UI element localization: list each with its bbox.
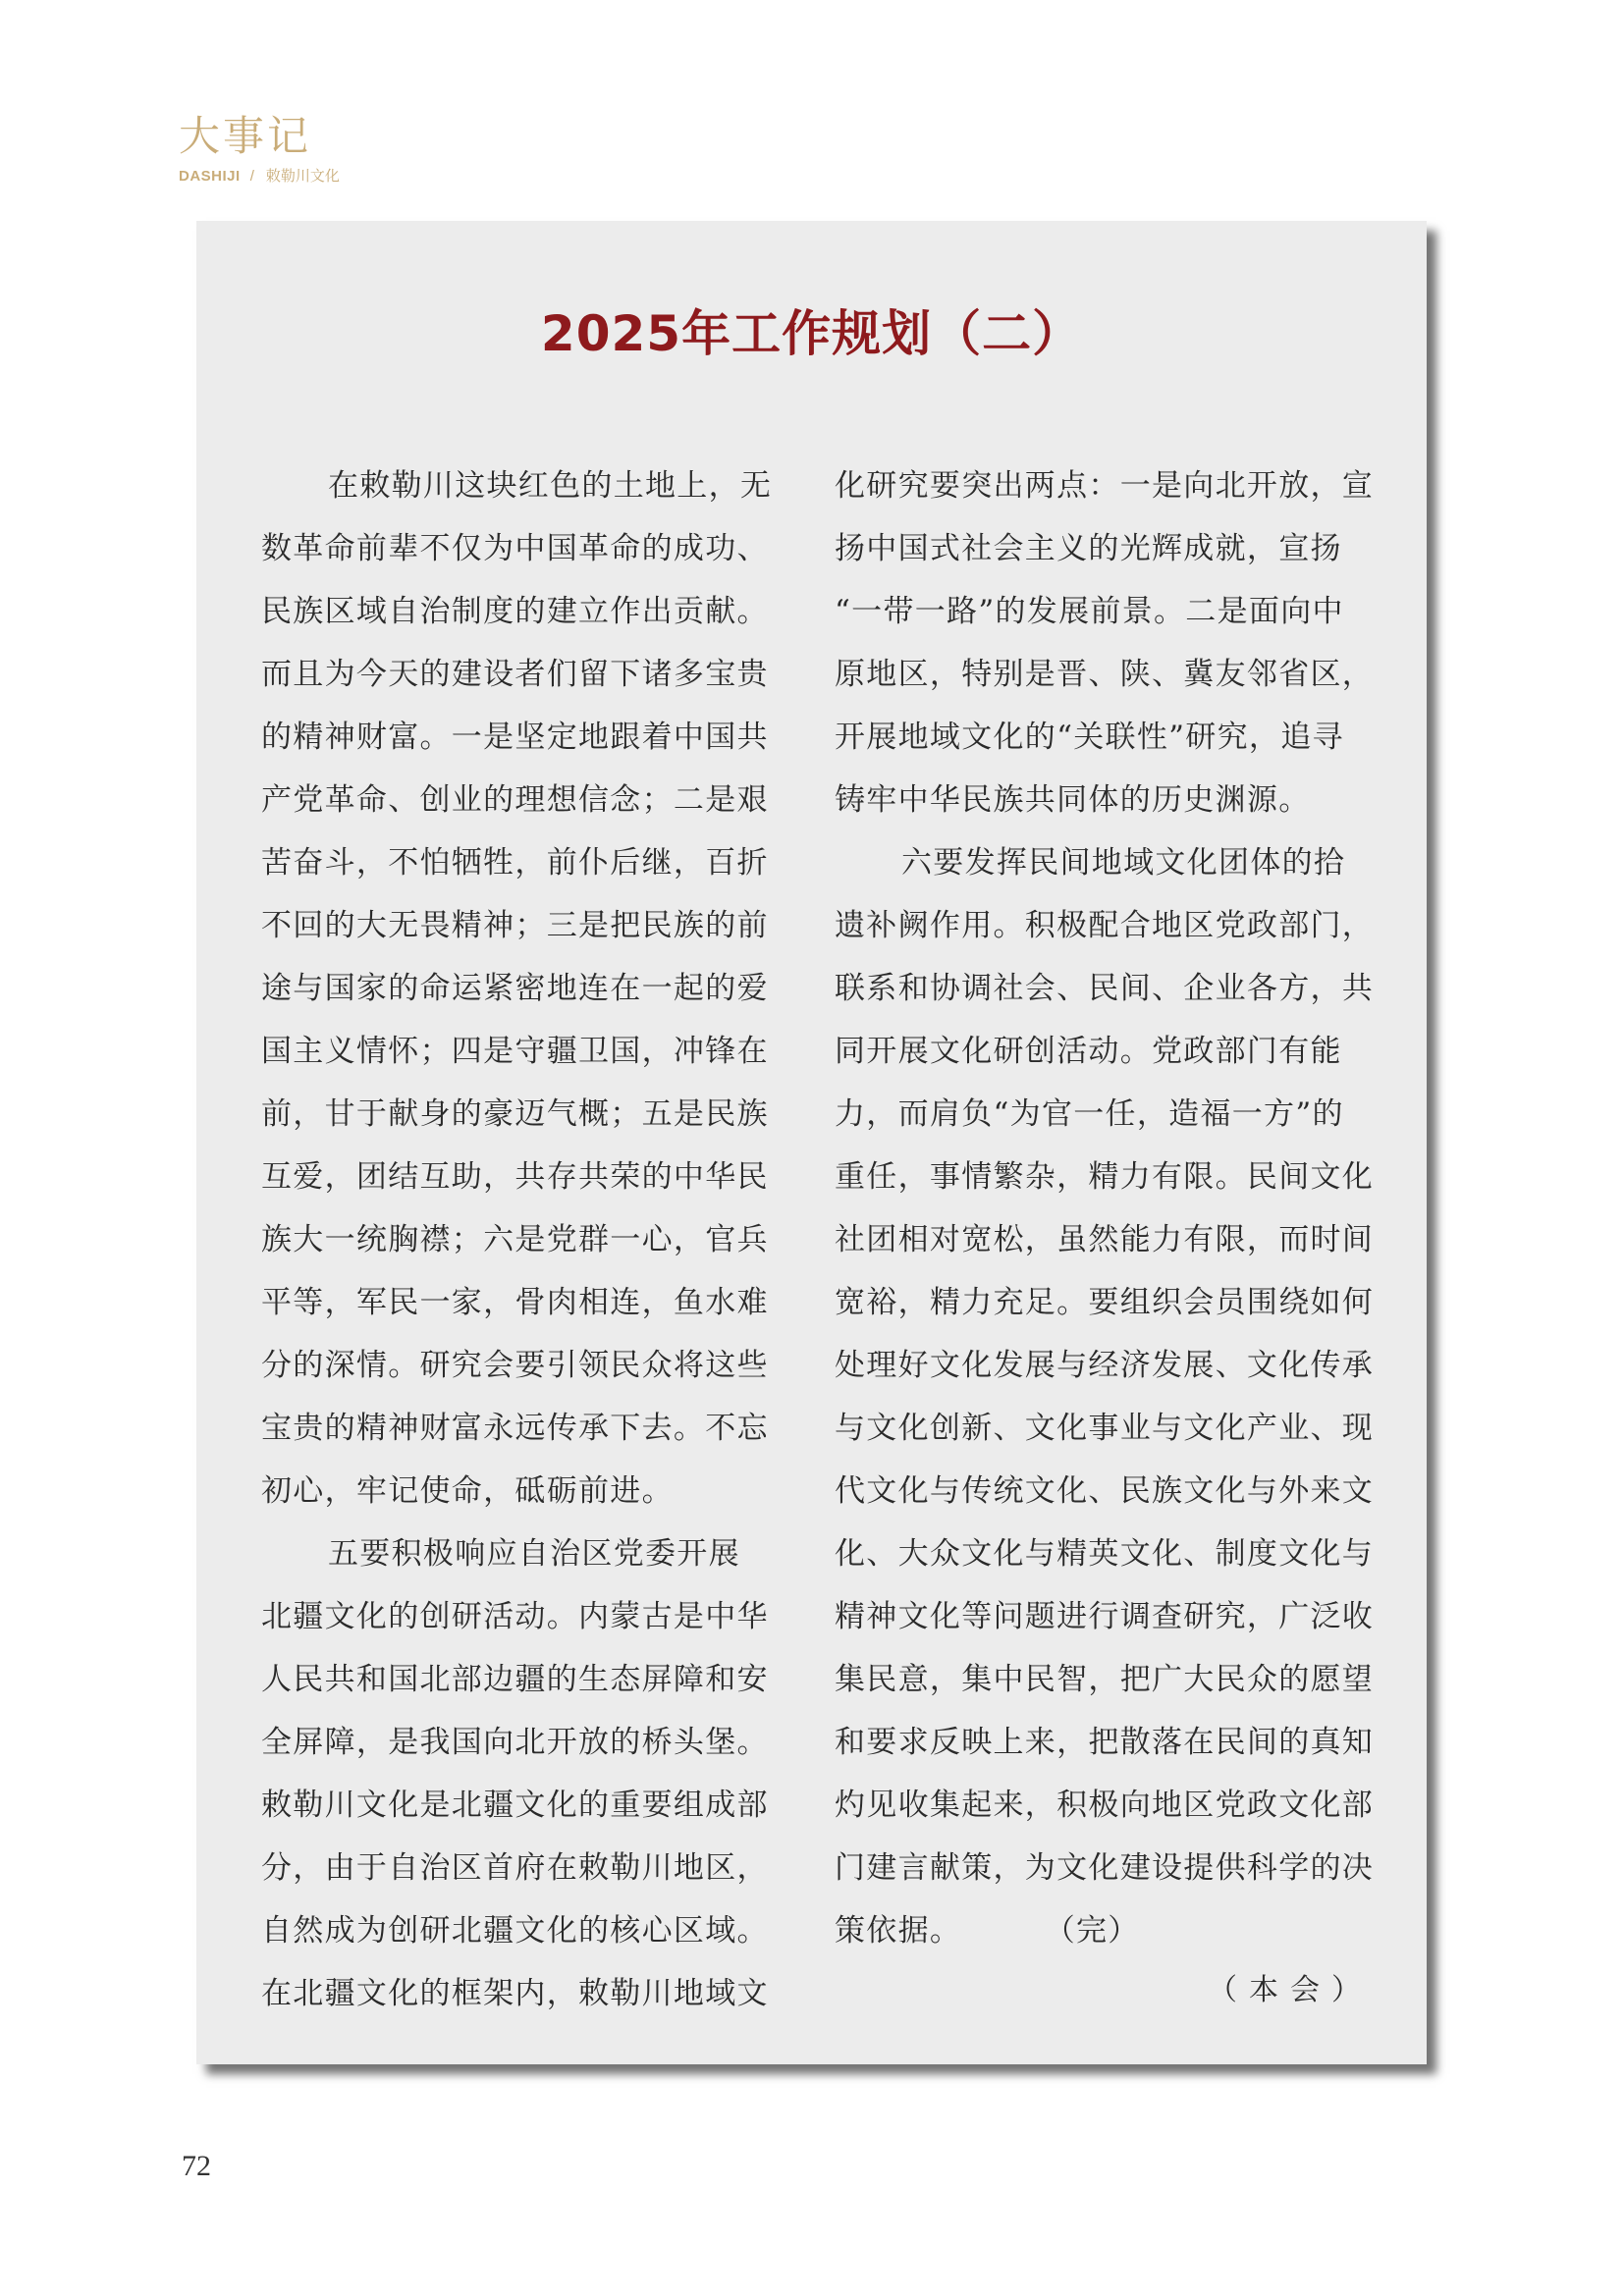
header-subtitle (179, 169, 340, 184)
text-line: 五要积极响应自治区党委开展 (328, 1536, 740, 1572)
text-line: 不回的大无畏精神；三是把民族的前 (261, 908, 769, 943)
text-line: 遗补阙作用。积极配合地区党政部门， (835, 908, 1375, 943)
text-line: 自然成为创研北疆文化的核心区域。 (261, 1913, 769, 1949)
text-line: 北疆文化的创研活动。内蒙古是中华 (261, 1599, 769, 1634)
text-line: 化、大众文化与精英文化、制度文化与 (835, 1536, 1375, 1572)
last-line (835, 1899, 1384, 1962)
text-line: 社团相对宽松，虽然能力有限，而时间 (835, 1222, 1375, 1257)
page-number: 72 (182, 2150, 211, 2182)
text-line: 全屏障，是我国向北开放的桥头堡。 (261, 1725, 769, 1760)
header-subtitle-en: DASHIJI (179, 168, 241, 185)
text-line: 的精神财富。一是坚定地跟着中国共 (261, 720, 769, 755)
text-line: 处理好文化发展与经济发展、文化传承 (835, 1348, 1375, 1383)
text-line: 互爱，团结互助，共存共荣的中华民 (261, 1159, 769, 1195)
text-line: 在敕勒川这块红色的土地上，无 (328, 468, 773, 504)
text-line: 数革命前辈不仅为中国革命的成功、 (261, 531, 769, 566)
text-line: “一带一路”的发展前景。二是面向中 (835, 594, 1344, 629)
text-line: 途与国家的命运紧密地连在一起的爱 (261, 971, 769, 1006)
text-line: 开展地域文化的“关联性”研究，追寻 (835, 720, 1344, 755)
text-line: 和要求反映上来，把散落在民间的真知 (835, 1725, 1375, 1760)
header-title: 大事记 (179, 112, 312, 160)
text-line: 分，由于自治区首府在敕勒川地区， (261, 1850, 769, 1886)
text-line: 前，甘于献身的豪迈气概；五是民族 (261, 1096, 769, 1132)
text-line: 而且为今天的建设者们留下诸多宝贵 (261, 657, 769, 692)
author-credit: （本会） (1208, 1973, 1373, 2007)
text-line: 人民共和国北部边疆的生态屏障和安 (261, 1662, 769, 1697)
text-line: 力，而肩负“为官一任，造福一方”的 (835, 1096, 1344, 1132)
text-line: 分的深情。研究会要引领民众将这些 (261, 1348, 769, 1383)
text-line: 与文化创新、文化事业与文化产业、现 (835, 1411, 1375, 1446)
text-line: 国主义情怀；四是守疆卫国，冲锋在 (261, 1034, 769, 1069)
text-line: 原地区，特别是晋、陕、冀友邻省区， (835, 657, 1375, 692)
text-line: 初心，牢记使命，砥砺前进。 (261, 1473, 674, 1509)
header-subtitle-cn: 敕勒川文化 (265, 168, 340, 185)
text-line: 同开展文化研创活动。党政部门有能 (835, 1034, 1342, 1069)
text-line: 重任，事情繁杂，精力有限。民间文化 (835, 1159, 1375, 1195)
header-slash: / (249, 168, 254, 185)
text-line: 平等，军民一家，骨肉相连，鱼水难 (261, 1285, 769, 1320)
text-line: 六要发挥民间地域文化团体的拾 (901, 845, 1346, 881)
text-line: 联系和协调社会、民间、企业各方，共 (835, 971, 1375, 1006)
left-column (261, 454, 801, 2025)
text-line: 扬中国式社会主义的光辉成就，宣扬 (835, 531, 1342, 566)
text-line: 门建言献策，为文化建设提供科学的决 (835, 1850, 1375, 1886)
text-line: 灼见收集起来，积极向地区党政文化部 (835, 1788, 1375, 1823)
text-line: 化研究要突出两点：一是向北开放，宣 (835, 468, 1375, 504)
text-line: 集民意，集中民智，把广大民众的愿望 (835, 1662, 1375, 1697)
article-title: 2025年工作规划（二） (540, 305, 1083, 362)
text-line: 铸牢中华民族共同体的历史渊源。 (835, 782, 1311, 818)
text-line: 宽裕，精力充足。要组织会员围绕如何 (835, 1285, 1375, 1320)
text-line: 苦奋斗，不怕牺牲，前仆后继，百折 (261, 845, 769, 881)
text-line: 民族区域自治制度的建立作出贡献。 (261, 594, 769, 629)
text-line: 宝贵的精神财富永远传承下去。不忘 (261, 1411, 769, 1446)
text-line: 策依据。 (835, 1913, 962, 1949)
text-line: 代文化与传统文化、民族文化与外来文 (835, 1473, 1375, 1509)
article-panel (196, 221, 1427, 2064)
text-line: 敕勒川文化是北疆文化的重要组成部 (261, 1788, 769, 1823)
text-line: 精神文化等问题进行调查研究，广泛收 (835, 1599, 1375, 1634)
end-mark: （完） (1059, 1913, 1140, 1949)
right-column (835, 454, 1384, 1962)
text-line: 族大一统胸襟；六是党群一心，官兵 (261, 1222, 769, 1257)
text-line: 在北疆文化的框架内，敕勒川地域文 (261, 1976, 769, 2011)
text-line: 产党革命、创业的理想信念；二是艰 (261, 782, 769, 818)
